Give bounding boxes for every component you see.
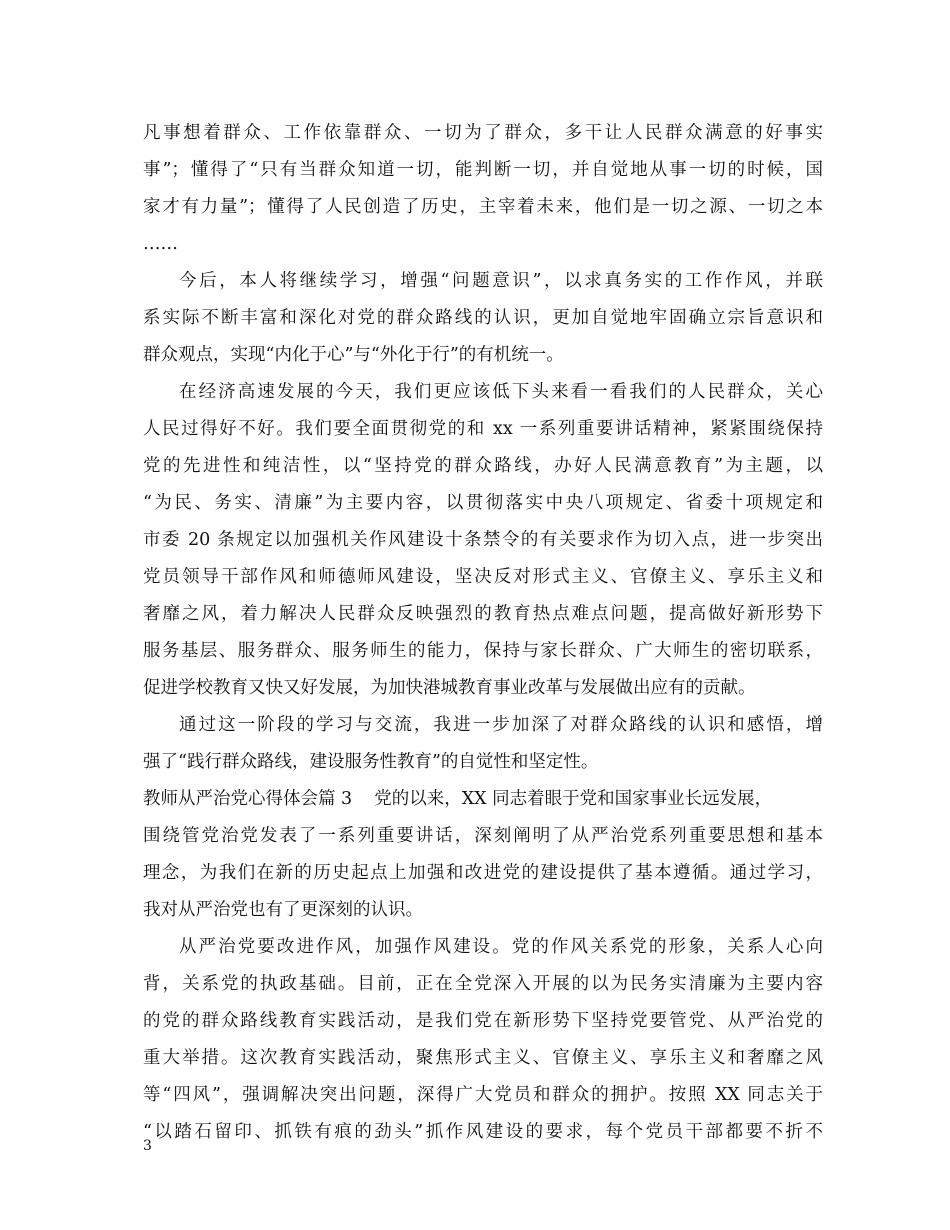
text-line: 事”；懂得了“只有当群众知道一切，能判断一切，并自觉地从事一切的时候，国 <box>143 160 823 180</box>
text-line: “为民、务实、清廉”为主要内容，以贯彻落实中央八项规定、省委十项规定和 <box>143 493 823 513</box>
text-line: 强了“践行群众路线，建设服务性教育”的自觉性和坚定性。 <box>143 752 599 772</box>
text-line: 党员领导干部作风和师德师风建设，坚决反对形式主义、官僚主义、享乐主义和 <box>143 567 823 587</box>
paragraph-2 <box>143 263 823 374</box>
text-line: 系实际不断丰富和深化对党的群众路线的认识，更加自觉地牢固确立宗旨意识和 <box>143 308 823 328</box>
text-line: 从严治党要改进作风，加强作风建设。党的作风关系党的形象，关系人心向 <box>179 937 823 957</box>
text-line: 服务基层、服务群众、服务师生的能力，保持与家长群众、广大师生的密切联系， <box>143 641 823 661</box>
section-heading-continuation: 党的以来，XX 同志着眼于党和国家事业长远发展， <box>374 789 773 809</box>
paragraph-3 <box>143 374 823 707</box>
paragraph-6 <box>143 929 823 1151</box>
text-line: 凡事想着群众、工作依靠群众、一切为了群众，多干让人民群众满意的好事实 <box>143 123 823 143</box>
text-line: 围绕管党治党发表了一系列重要讲话，深刻阐明了从严治党系列重要思想和基本 <box>143 826 823 846</box>
text-line: 在经济高速发展的今天，我们更应该低下头来看一看我们的人民群众，关心 <box>179 382 823 402</box>
text-line: 今后，本人将继续学习，增强“问题意识”，以求真务实的工作作风，并联 <box>179 271 823 291</box>
text-line: 重大举措。这次教育实践活动，聚焦形式主义、官僚主义、享乐主义和奢靡之风 <box>143 1048 823 1068</box>
paragraph-5 <box>143 781 823 929</box>
page-number: 3 <box>143 1138 152 1154</box>
section-heading-line <box>143 781 823 818</box>
text-line: …… <box>143 234 178 254</box>
text-line: 等“四风”，强调解决突出问题，深得广大党员和群众的拥护。按照 XX 同志关于 <box>143 1085 823 1105</box>
text-line: 促进学校教育又快又好发展，为加快港城教育事业改革与发展做出应有的贡献。 <box>143 678 756 698</box>
text-line: 市委 20 条规定以加强机关作风建设十条禁令的有关要求作为切入点，进一步突出 <box>143 530 823 550</box>
text-line: 党的先进性和纯洁性，以“坚持党的群众路线，办好人民满意教育”为主题，以 <box>143 456 823 476</box>
section-heading: 教师从严治党心得体会篇 3 <box>143 789 353 809</box>
paragraph-4 <box>143 707 823 781</box>
text-line: 群众观点，实现“内化于心”与“外化于行”的有机统一。 <box>143 345 564 365</box>
text-line: 人民过得好不好。我们要全面贯彻党的和 xx 一系列重要讲话精神，紧紧围绕保持 <box>143 419 823 439</box>
text-line: 奢靡之风，着力解决人民群众反映强烈的教育热点难点问题，提高做好新形势下 <box>143 604 823 624</box>
text-line: “以踏石留印、抓铁有痕的劲头”抓作风建设的要求，每个党员干部都要不折不 <box>143 1122 823 1142</box>
text-line: 背，关系党的执政基础。目前，正在全党深入开展的以为民务实清廉为主要内容 <box>143 974 823 994</box>
paragraph-1 <box>143 115 823 263</box>
text-line: 我对从严治党也有了更深刻的认识。 <box>143 900 423 920</box>
text-line: 的党的群众路线教育实践活动，是我们党在新形势下坚持党要管党、从严治党的 <box>143 1011 823 1031</box>
text-line: 通过这一阶段的学习与交流，我进一步加深了对群众路线的认识和感悟，增 <box>179 715 823 735</box>
document-page <box>143 115 823 1151</box>
text-line: 家才有力量”；懂得了人民创造了历史，主宰着未来，他们是一切之源、一切之本 <box>143 197 823 217</box>
text-line: 理念，为我们在新的历史起点上加强和改进党的建设提供了基本遵循。通过学习， <box>143 863 823 883</box>
